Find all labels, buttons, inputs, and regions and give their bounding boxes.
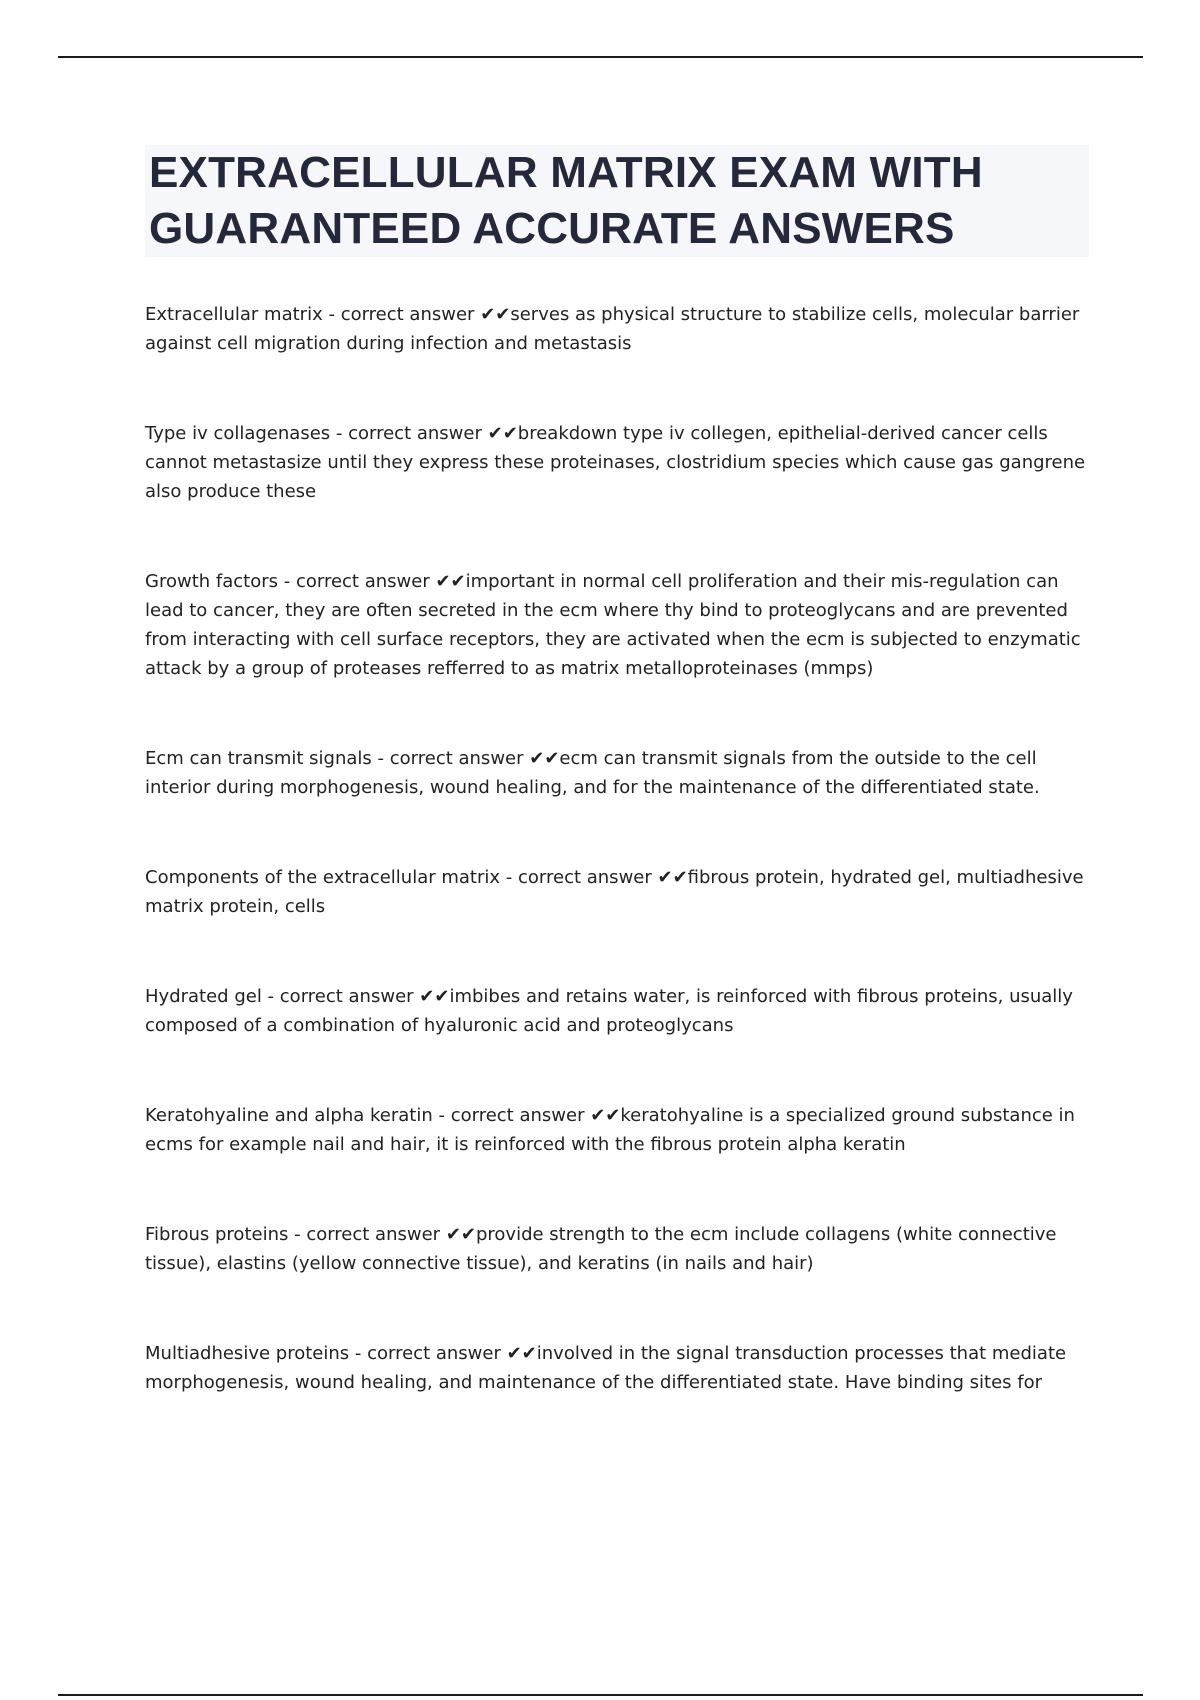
entry-answer: provide strength to the ecm include collagens (white connective tissue), elastins (yellow connective tissue), and keratins (in nails and hair) <box>145 1224 1057 1274</box>
qa-entry: Growth factors - correct answer ✔✔important in normal cell proliferation and their mis-regulation can lead to cancer, they are often secreted in the ecm where thy bind to proteoglycans and are prevented from interacting with cell surface receptors, they are activated when the ecm is subjected to enzymatic attack by a group of proteases refferred to as matrix metalloproteinases (mmps) <box>145 571 1081 679</box>
entry-answer: involved in the signal transduction processes that mediate morphogenesis, wound healing, and maintenance of the differentiated state. Have binding sites for <box>145 1343 1067 1393</box>
answer-marker: correct answer <box>340 304 475 325</box>
qa-entry: Ecm can transmit signals - correct answer ✔✔ecm can transmit signals from the outside to the cell interior during morphogenesis, wound healing, and for the maintenance of the differentiated state. <box>145 748 1040 798</box>
qa-entry: Hydrated gel - correct answer ✔✔imbibes and retains water, is reinforced with fibrous proteins, usually composed of a combination of hyaluronic acid and proteoglycans <box>145 986 1073 1036</box>
title-block <box>145 145 1089 257</box>
check-icon: ✔✔ <box>529 748 560 769</box>
qa-entry: Extracellular matrix - correct answer ✔✔serves as physical structure to stabilize cells, molecular barrier against cell migration during infection and metastasis <box>145 304 1080 354</box>
entry-answer: fibrous protein, hydrated gel, multiadhesive matrix protein, cells <box>145 867 1084 917</box>
check-icon: ✔✔ <box>487 423 518 444</box>
qa-entry: Fibrous proteins - correct answer ✔✔provide strength to the ecm include collagens (white connective tissue), elastins (yellow connective tissue), and keratins (in nails and hair) <box>145 1224 1057 1274</box>
page-title: EXTRACELLULAR MATRIX EXAM WITH GUARANTEED ACCURATE ANSWERS <box>149 148 983 253</box>
answer-marker: correct answer <box>367 1343 501 1364</box>
entry-term: Components of the extracellular matrix <box>145 867 501 888</box>
answer-marker: correct answer <box>518 867 652 888</box>
entry-term: Type iv collagenases <box>145 423 331 444</box>
bottom-rule <box>58 1694 1143 1696</box>
qa-list <box>145 300 1090 1397</box>
check-icon: ✔✔ <box>419 986 450 1007</box>
entry-term: Ecm can transmit signals <box>145 748 372 769</box>
qa-entry: Components of the extracellular matrix - correct answer ✔✔fibrous protein, hydrated gel, multiadhesive matrix protein, cells <box>145 867 1084 917</box>
entry-term: Extracellular matrix <box>145 304 323 325</box>
qa-entry: Type iv collagenases - correct answer ✔✔breakdown type iv collegen, epithelial-derived cancer cells cannot metastasize until they express these proteinases, clostridium species which cause gas gangrene also produce these <box>145 423 1086 502</box>
entry-answer: serves as physical structure to stabilize cells, molecular barrier against cell migration during infection and metastasis <box>145 304 1080 354</box>
entry-term: Hydrated gel <box>145 986 262 1007</box>
answer-marker: correct answer <box>306 1224 441 1245</box>
check-icon: ✔✔ <box>657 867 688 888</box>
answer-marker: correct answer <box>295 571 430 592</box>
answer-marker: correct answer <box>450 1105 585 1126</box>
check-icon: ✔✔ <box>590 1105 621 1126</box>
entry-term: Growth factors <box>145 571 278 592</box>
check-icon: ✔✔ <box>445 1224 476 1245</box>
entry-term: Keratohyaline and alpha keratin <box>145 1105 433 1126</box>
entry-answer: imbibes and retains water, is reinforced with fibrous proteins, usually composed of a combination of hyaluronic acid and proteoglycans <box>145 986 1073 1036</box>
entry-answer: ecm can transmit signals from the outside to the cell interior during morphogenesis, wound healing, and for the maintenance of the differentiated state. <box>145 748 1040 798</box>
answer-marker: correct answer <box>389 748 524 769</box>
entry-answer: keratohyaline is a specialized ground substance in ecms for example nail and hair, it is reinforced with the fibrous protein alpha keratin <box>145 1105 1075 1155</box>
top-rule <box>58 56 1143 58</box>
entry-term: Fibrous proteins <box>145 1224 289 1245</box>
answer-marker: correct answer <box>279 986 414 1007</box>
check-icon: ✔✔ <box>506 1343 537 1364</box>
answer-marker: correct answer <box>348 423 482 444</box>
check-icon: ✔✔ <box>480 304 511 325</box>
entry-answer: breakdown type iv collegen, epithelial-derived cancer cells cannot metastasize until they express these proteinases, clostridium species which cause gas gangrene also produce these <box>145 423 1086 502</box>
qa-entry: Keratohyaline and alpha keratin - correct answer ✔✔keratohyaline is a specialized ground substance in ecms for example nail and hair, it is reinforced with the fibrous protein alpha keratin <box>145 1105 1075 1155</box>
qa-entry: Multiadhesive proteins - correct answer ✔✔involved in the signal transduction processes that mediate morphogenesis, wound healing, and maintenance of the differentiated state. Have binding sites for <box>145 1343 1067 1393</box>
entry-answer: important in normal cell proliferation and their mis-regulation can lead to cancer, they are often secreted in the ecm where thy bind to proteoglycans and are prevented from interacting with cell surface receptors, they are activated when the ecm is subjected to enzymatic attack by a group of proteases refferred to as matrix metalloproteinases (mmps) <box>145 571 1081 679</box>
check-icon: ✔✔ <box>435 571 466 592</box>
entry-term: Multiadhesive proteins <box>145 1343 350 1364</box>
